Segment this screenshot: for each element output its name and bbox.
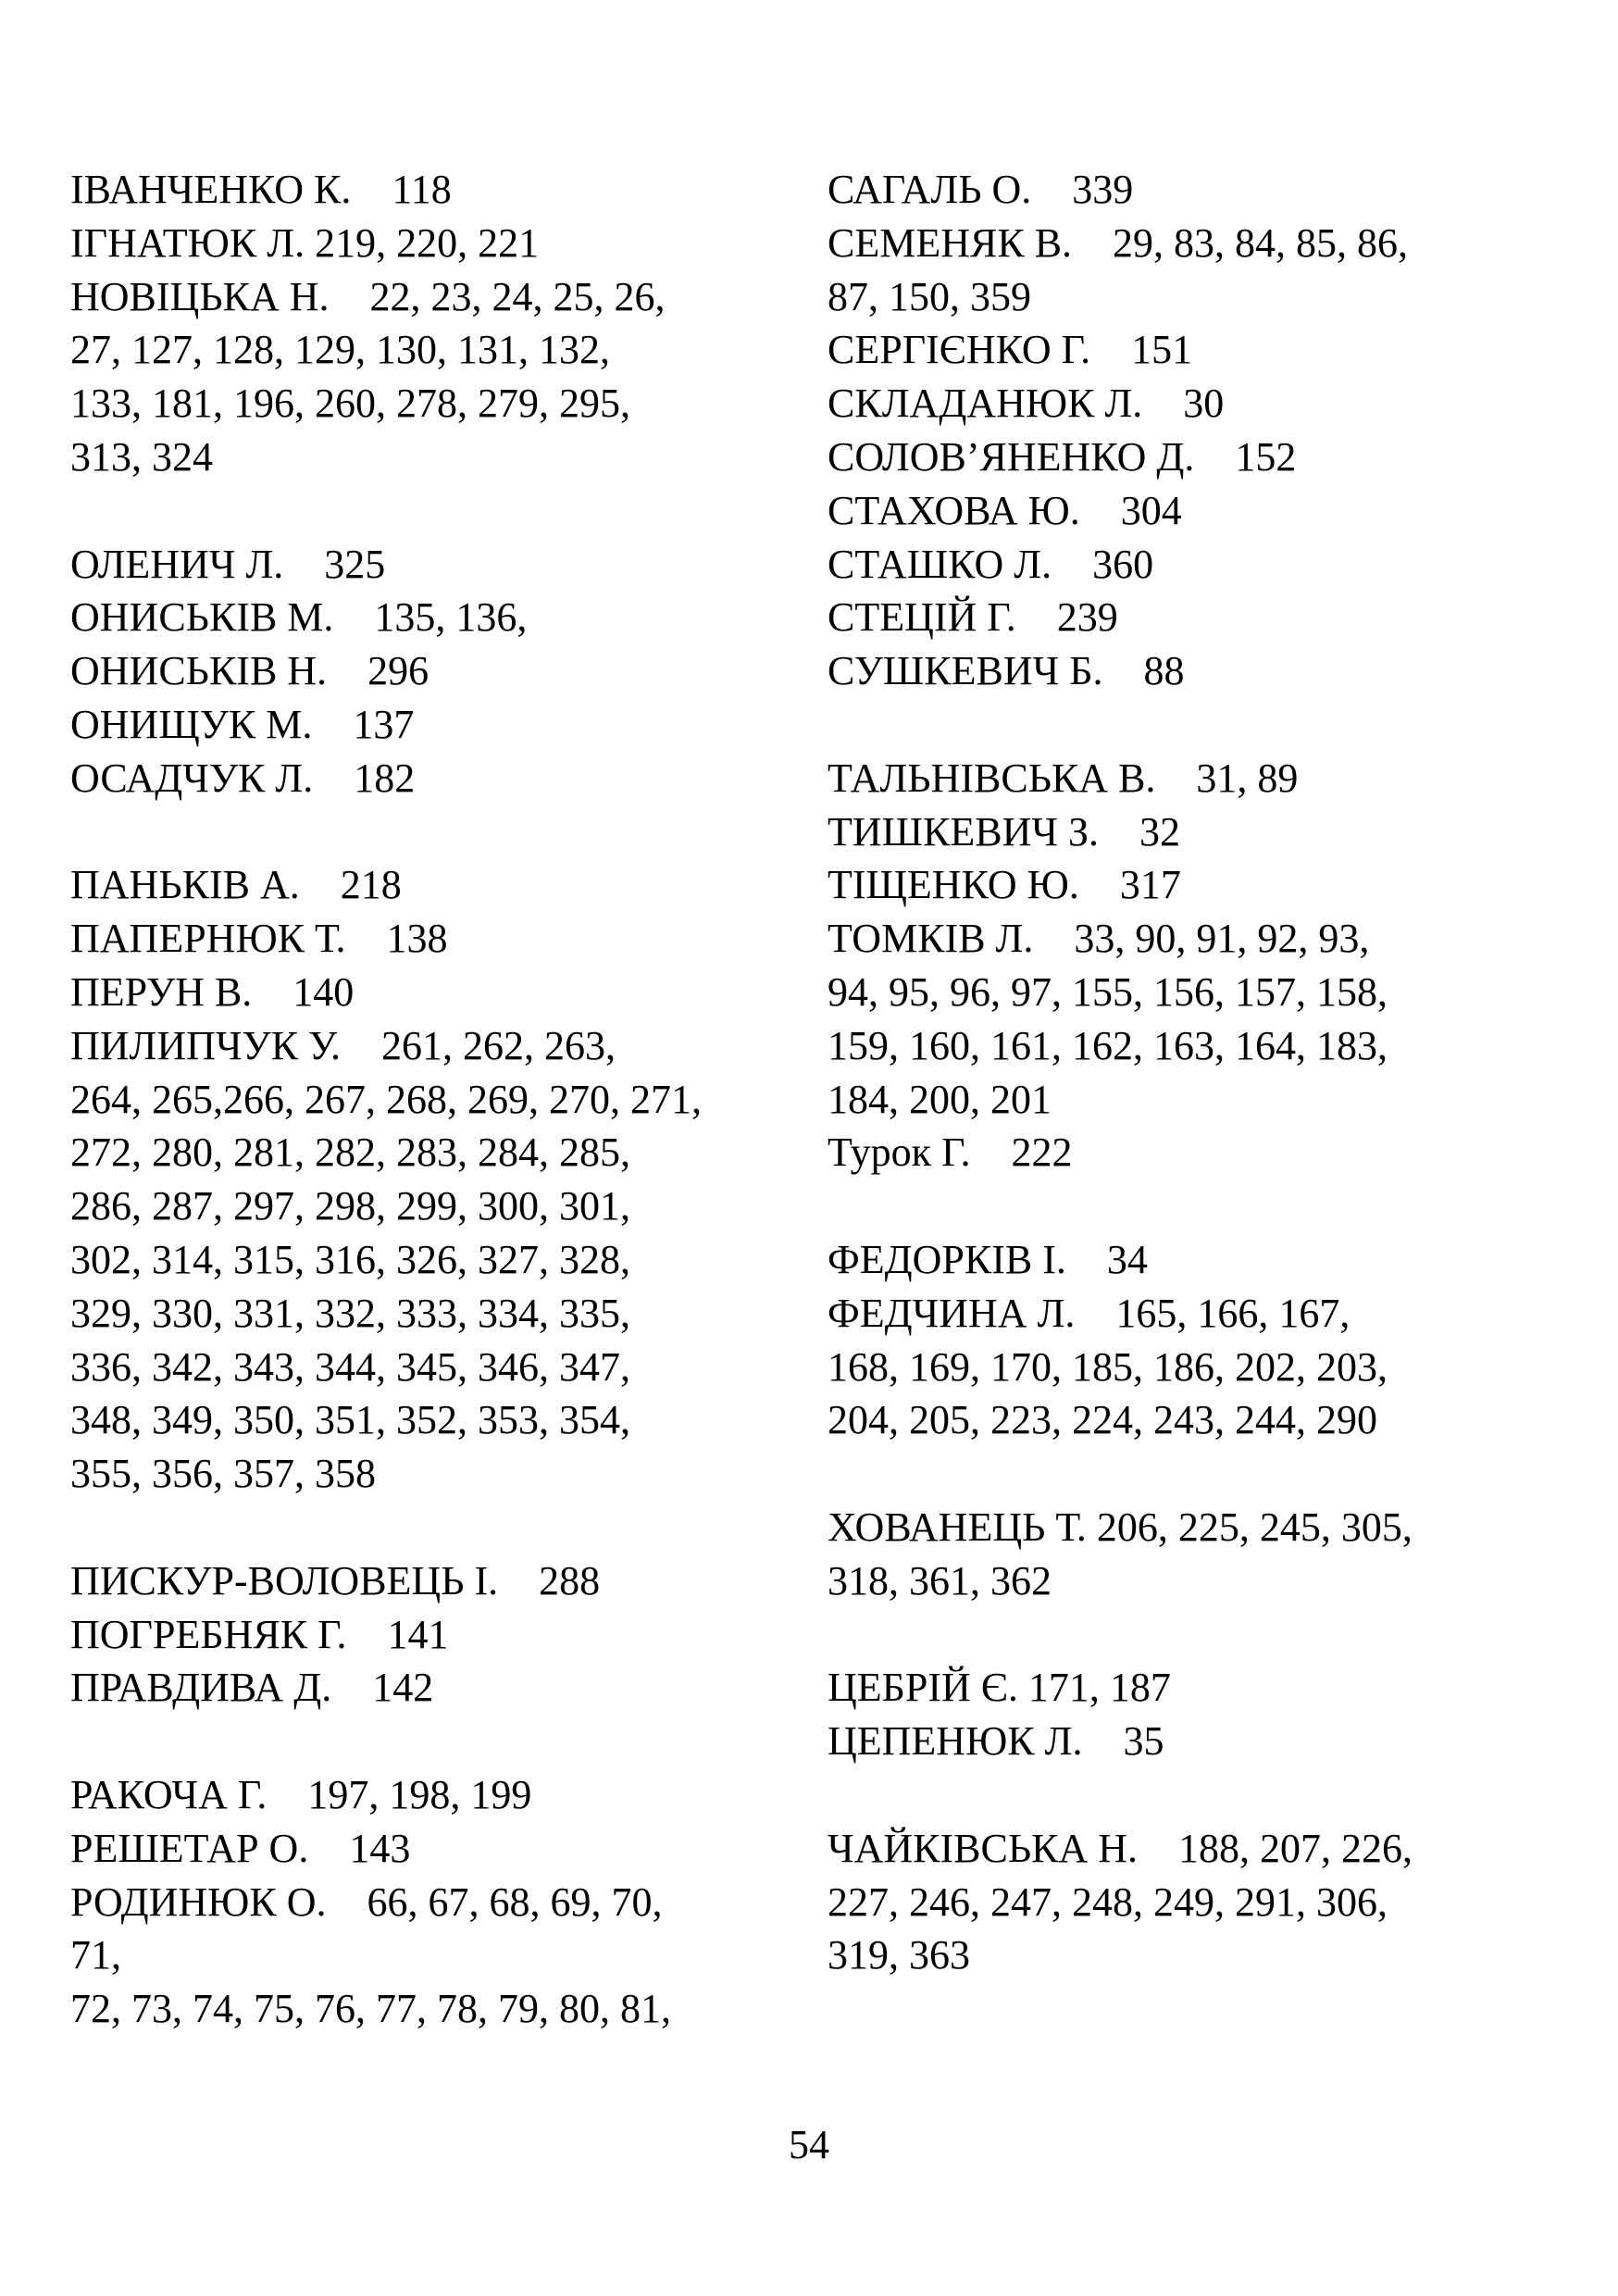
index-entry (828, 858, 1568, 912)
index-entry (70, 163, 811, 217)
index-entry-line: ПАНЬКІВ А. 218 (70, 862, 402, 908)
index-entry (828, 1661, 1568, 1715)
index-entry-line: ІГНАТЮК Л. 219, 220, 221 (70, 219, 540, 266)
index-entry-line: 184, 200, 201 (828, 1076, 1052, 1122)
index-entry (70, 698, 811, 752)
index-entry-line: ІВАНЧЕНКО К. 118 (70, 167, 452, 212)
index-entry-line: ФЕДЧИНА Л. 165, 166, 167, (828, 1290, 1350, 1336)
index-entry-line: 313, 324 (70, 433, 213, 480)
index-entry-line: Турок Г. 222 (828, 1129, 1073, 1176)
index-entry (828, 591, 1568, 644)
index-entry-line: ЧАЙКІВСЬКА Н. 188, 207, 226, (828, 1825, 1413, 1871)
index-entry-line: ОНИСЬКІВ М. 135, 136, (70, 594, 528, 641)
index-entry-line: 72, 73, 74, 75, 76, 77, 78, 79, 80, 81, (70, 1986, 671, 2032)
index-entry-line: ФЕДОРКІВ І. 34 (828, 1236, 1148, 1282)
index-entry (828, 430, 1568, 484)
index-entry-line: 71, (70, 1932, 121, 1978)
index-entry-line: ПРАВДИВА Д. 142 (70, 1665, 434, 1711)
index-entry-line: 302, 314, 315, 316, 326, 327, 328, (70, 1236, 630, 1282)
section-gap (70, 1715, 811, 1768)
index-entry-line: СТЕЦІЙ Г. 239 (828, 594, 1118, 641)
index-entry (70, 1019, 811, 1501)
index-entry (828, 538, 1568, 592)
index-entry-line: СЕРГІЄНКО Г. 151 (828, 327, 1193, 373)
index-entry (70, 858, 811, 912)
index-entry-line: САГАЛЬ О. 339 (828, 167, 1134, 212)
index-entry (828, 1822, 1568, 1982)
index-entry-line: СОЛОВ’ЯНЕНКО Д. 152 (828, 433, 1297, 480)
index-entry-line: ХОВАНЕЦЬ Т. 206, 225, 245, 305, (828, 1504, 1413, 1550)
section-gap (70, 805, 811, 859)
section-gap (828, 1608, 1568, 1662)
page-number: 54 (789, 2122, 829, 2167)
index-entry-line: 168, 169, 170, 185, 186, 202, 203, (828, 1343, 1388, 1390)
index-entry-line: ПАПЕРНЮК Т. 138 (70, 916, 448, 962)
index-entry-line: ПЕРУН В. 140 (70, 968, 355, 1015)
index-entry-line: 355, 356, 357, 358 (70, 1451, 376, 1497)
index-entry (828, 323, 1568, 377)
index-entry (828, 644, 1568, 698)
index-entry-line: ТІЩЕНКО Ю. 317 (828, 862, 1181, 908)
section-gap (828, 1768, 1568, 1822)
index-entry-line: СТАШКО Л. 360 (828, 541, 1154, 587)
index-entry (70, 1876, 811, 2036)
index-entry-line: РОДИНЮК О. 66, 67, 68, 69, 70, (70, 1878, 663, 1925)
index-entry-line: ТОМКІВ Л. 33, 90, 91, 92, 93, (828, 916, 1370, 962)
index-entry (70, 1661, 811, 1715)
index-entry (70, 217, 811, 270)
index-entry (828, 1501, 1568, 1608)
index-entry (828, 1287, 1568, 1447)
section-gap (828, 1179, 1568, 1233)
index-entry (828, 912, 1568, 1126)
index-entry (70, 270, 811, 484)
index-entry-line: ПИЛИПЧУК У. 261, 262, 263, (70, 1022, 616, 1068)
index-entry-line: ОЛЕНИЧ Л. 325 (70, 541, 386, 587)
section-gap (70, 484, 811, 538)
index-entry (70, 1768, 811, 1822)
index-entry (828, 1233, 1568, 1287)
index-entry (828, 217, 1568, 324)
index-entry-line: 319, 363 (828, 1932, 970, 1978)
index-entry-line: ОСАДЧУК Л. 182 (70, 755, 416, 801)
index-entry (828, 484, 1568, 538)
index-column-right (828, 163, 1568, 1982)
index-entry (70, 1554, 811, 1608)
index-entry-line: НОВІЦЬКА Н. 22, 23, 24, 25, 26, (70, 273, 666, 319)
section-gap (70, 1501, 811, 1554)
index-entry-line: ПИСКУР-ВОЛОВЕЦЬ І. 288 (70, 1557, 601, 1603)
index-entry-line: ЦЕБРІЙ Є. 171, 187 (828, 1665, 1171, 1711)
index-entry (70, 912, 811, 966)
index-entry-line: 272, 280, 281, 282, 283, 284, 285, (70, 1129, 630, 1176)
index-entry-line: 348, 349, 350, 351, 352, 353, 354, (70, 1397, 630, 1443)
index-entry-line: СТАХОВА Ю. 304 (828, 487, 1182, 533)
index-entry (70, 752, 811, 805)
index-entry-line: ТАЛЬНІВСЬКА В. 31, 89 (828, 755, 1299, 801)
index-entry-line: 318, 361, 362 (828, 1557, 1052, 1603)
index-entry-line: ЦЕПЕНЮК Л. 35 (828, 1718, 1164, 1765)
index-entry (828, 1126, 1568, 1179)
index-entry-line: ПОГРЕБНЯК Г. 141 (70, 1611, 449, 1657)
index-entry-line: 159, 160, 161, 162, 163, 164, 183, (828, 1022, 1388, 1068)
index-column-left (70, 163, 811, 2036)
index-entry (828, 805, 1568, 859)
index-entry (70, 644, 811, 698)
index-entry-line: 286, 287, 297, 298, 299, 300, 301, (70, 1183, 630, 1229)
index-entry-line: 94, 95, 96, 97, 155, 156, 157, 158, (828, 968, 1388, 1015)
index-entry (70, 1608, 811, 1662)
index-entry-line: 27, 127, 128, 129, 130, 131, 132, (70, 327, 610, 373)
index-entry-line: РАКОЧА Г. 197, 198, 199 (70, 1771, 532, 1817)
index-entry-line: СКЛАДАНЮК Л. 30 (828, 381, 1225, 427)
index-entry-line: 264, 265,266, 267, 268, 269, 270, 271, (70, 1076, 702, 1122)
index-entry (828, 1715, 1568, 1768)
section-gap (828, 698, 1568, 752)
index-entry (70, 538, 811, 592)
index-entry-line: 329, 330, 331, 332, 333, 334, 335, (70, 1290, 630, 1336)
index-entry-line: 227, 246, 247, 248, 249, 291, 306, (828, 1878, 1388, 1925)
index-entry-line: ТИШКЕВИЧ З. 32 (828, 808, 1181, 855)
index-entry (828, 752, 1568, 805)
index-entry (828, 163, 1568, 217)
index-entry-line: ОНИСЬКІВ Н. 296 (70, 648, 429, 694)
index-entry-line: СУШКЕВИЧ Б. 88 (828, 648, 1185, 694)
index-entry (70, 591, 811, 644)
index-entry-line: РЕШЕТАР О. 143 (70, 1825, 411, 1871)
index-entry-line: 204, 205, 223, 224, 243, 244, 290 (828, 1397, 1377, 1443)
index-entry-line: ОНИЩУК М. 137 (70, 701, 415, 747)
index-entry (828, 377, 1568, 430)
index-entry-line: 133, 181, 196, 260, 278, 279, 295, (70, 381, 630, 427)
index-entry-line: 87, 150, 359 (828, 273, 1031, 319)
index-entry-line: 336, 342, 343, 344, 345, 346, 347, (70, 1343, 630, 1390)
index-entry (70, 1822, 811, 1876)
index-entry-line: СЕМЕНЯК В. 29, 83, 84, 85, 86, (828, 219, 1409, 266)
section-gap (828, 1447, 1568, 1501)
index-entry (70, 966, 811, 1019)
